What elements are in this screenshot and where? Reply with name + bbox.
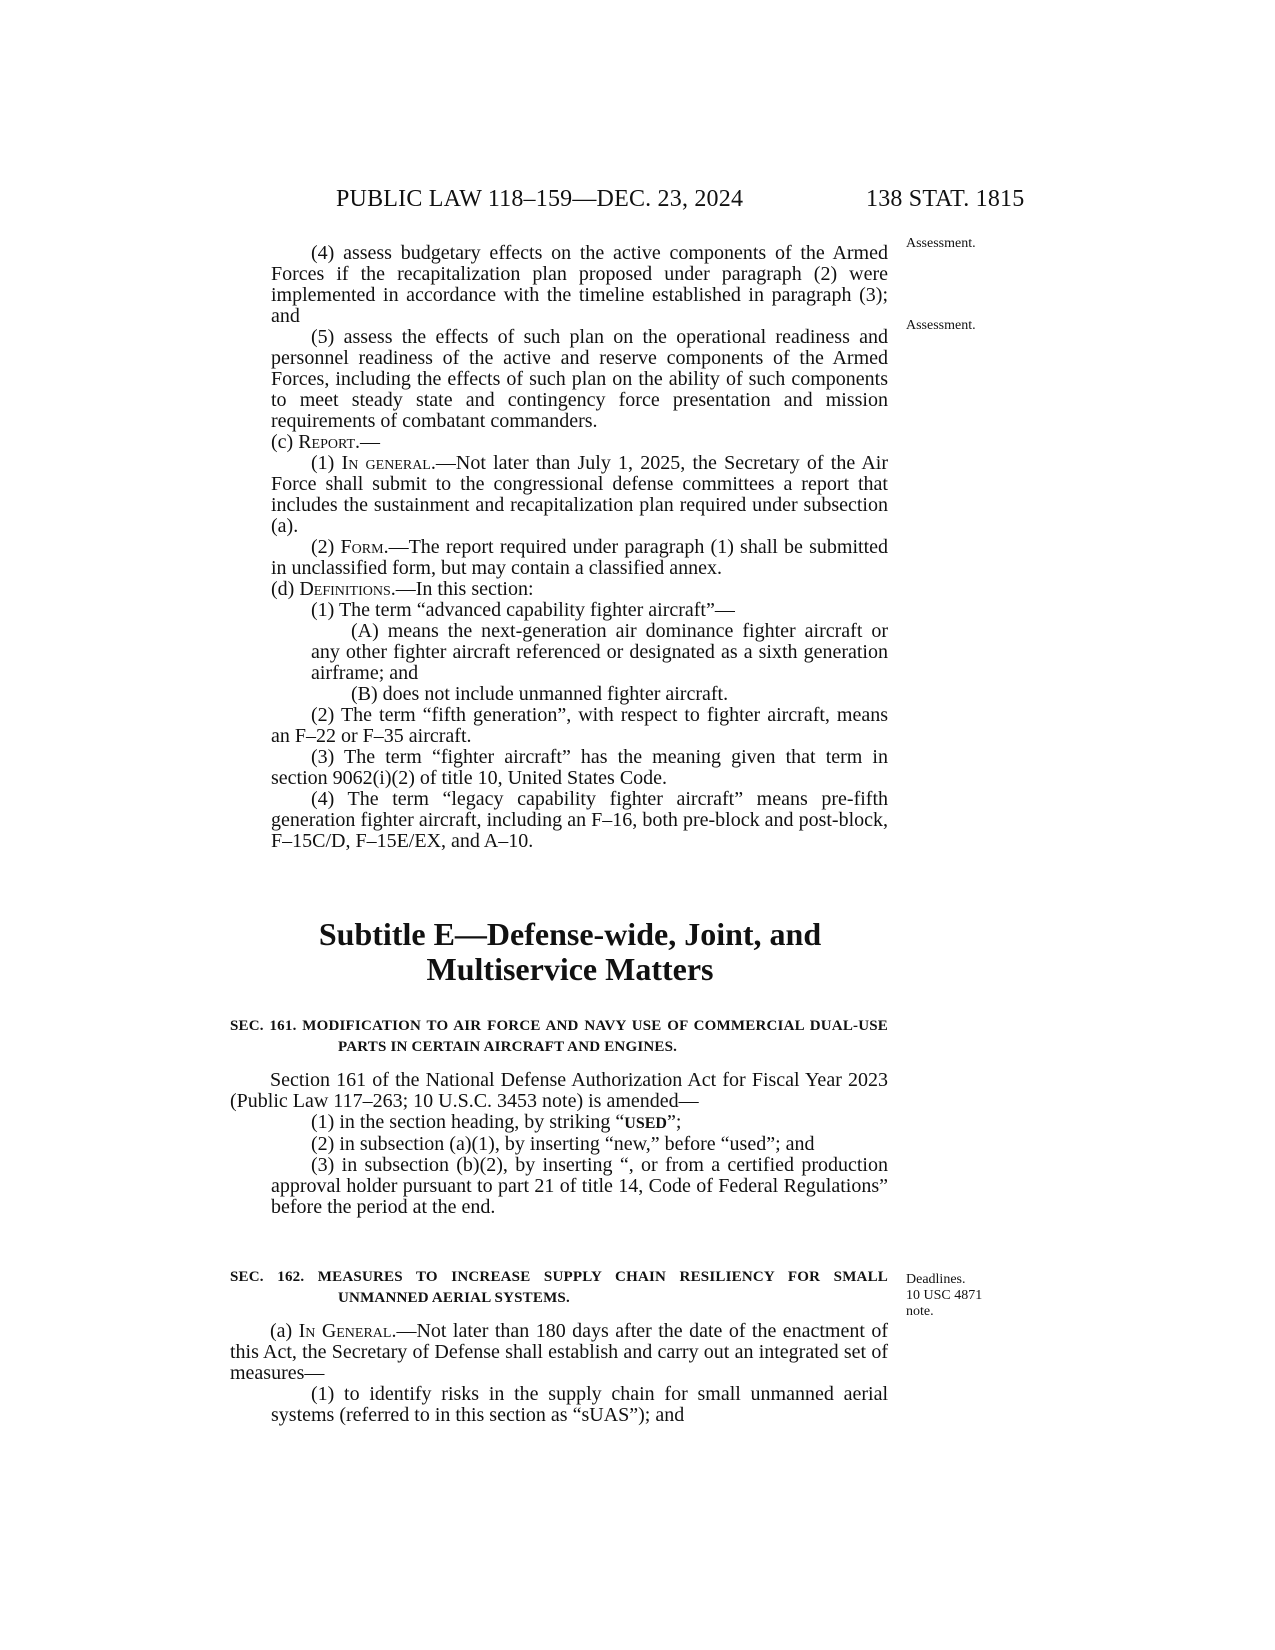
section-161-intro-text: Section 161 of the National Defense Authorization Act for Fiscal Year 2023 (Public Law 117–263; 10 U.S.C. 3453 note) is amended—	[230, 1069, 888, 1112]
paragraph-d1b: (B) does not include unmanned fighter aircraft.	[351, 683, 729, 705]
paragraph-d1a: (A) means the next-generation air dominance fighter aircraft or any other fighter aircraft referenced or designated as a sixth generation airframe; and	[311, 620, 888, 684]
margin-note-assessment: Assessment.	[906, 236, 976, 251]
amendment-1-post: ”;	[666, 1111, 682, 1133]
amendment-2-text: (2) in subsection (a)(1), by inserting “new,” before “used”; and	[311, 1133, 815, 1155]
amendment-3: (3) in subsection (b)(2), by inserting “, or from a certified production approval holder pursuant to part 21 of title 14, Code of Federal Regulations” before the period at the end.	[271, 1154, 888, 1218]
subsection-c-title: Report	[298, 431, 356, 453]
subsection-d-heading	[271, 579, 888, 600]
subsection-c-label: (c)	[271, 431, 299, 453]
subsection-162a-heading: In General	[298, 1320, 392, 1342]
margin-note-assessment: Assessment.	[906, 318, 976, 333]
paragraph-d1: (1) The term “advanced capability fighter aircraft”—	[311, 599, 735, 621]
paragraph-c2-heading: Form	[340, 536, 384, 558]
subsection-d-title: Definitions	[299, 578, 391, 600]
running-header-citation: PUBLIC LAW 118–159—DEC. 23, 2024	[336, 186, 744, 212]
paragraph-c2-text: .—The report required under paragraph (1) shall be submitted in unclassified form, but may contain a classified annex.	[271, 536, 888, 579]
amendment-1-pre: (1) in the section heading, by striking “	[311, 1111, 625, 1133]
subtitle-line-1: Subtitle E—Defense-wide, Joint, and	[318, 916, 822, 952]
section-161-amendments	[230, 1112, 888, 1218]
subsection-d-label: (d)	[271, 578, 300, 600]
paragraph-c1-text: .—Not later than July 1, 2025, the Secretary of the Air Force shall submit to the congressional defense committees a report that includes the sustainment and recapitalization plan required under subsection (a).	[271, 452, 888, 537]
margin-note-deadlines	[906, 1272, 1016, 1320]
subsection-162a-text: .—Not later than 180 days after the date of the enactment of this Act, the Secretary of Defense shall establish and carry out an integrated set of measures—	[230, 1320, 888, 1384]
paragraph-c1	[271, 453, 888, 537]
subtitle-heading	[230, 917, 910, 987]
amendment-1-struck-word: USED	[624, 1115, 667, 1132]
section-162	[230, 1267, 888, 1426]
paragraph-b5: (5) assess the effects of such plan on the operational readiness and personnel readiness of the active and reserve components of the Armed Forces, including the effects of such plan on the ability of such components to meet steady state and contingency force presentation and mission requirements of combatant commanders.	[271, 326, 888, 432]
page-statute-number: 138 STAT. 1815	[866, 186, 1025, 212]
section-162-heading: SEC. 162. MEASURES TO INCREASE SUPPLY CHAIN RESILIENCY FOR SMALL UNMANNED AERIAL SYSTEMS.	[230, 1269, 888, 1306]
section-161-heading: SEC. 161. MODIFICATION TO AIR FORCE AND NAVY USE OF COMMERCIAL DUAL-USE PARTS IN CERTAIN AIRCRAFT AND ENGINES.	[230, 1018, 888, 1055]
subsection-162a	[230, 1321, 888, 1384]
section-body-top	[271, 243, 888, 852]
amendment-1	[271, 1112, 888, 1134]
paragraph-d2: (2) The term “fifth generation”, with respect to fighter aircraft, means an F–22 or F–35 aircraft.	[271, 704, 888, 747]
paragraph-c1-heading: In general	[341, 452, 431, 474]
paragraph-c2-label: (2)	[311, 536, 341, 558]
paragraph-b4: (4) assess budgetary effects on the active components of the Armed Forces if the recapitalization plan proposed under paragraph (2) were implemented in accordance with the timeline established in paragraph (3); and	[271, 242, 888, 327]
subsection-162a-label: (a)	[270, 1320, 299, 1342]
paragraph-d3: (3) The term “fighter aircraft” has the meaning given that term in section 9062(i)(2) of title 10, United States Code.	[271, 746, 888, 789]
section-161	[230, 1016, 888, 1218]
margin-note-note: note.	[906, 1304, 934, 1319]
subtitle-line-2: Multiservice Matters	[426, 951, 714, 987]
section-161-intro	[230, 1070, 888, 1112]
margin-note-usc: 10 USC 4871	[906, 1288, 983, 1303]
subsection-c-suffix: .—	[355, 431, 381, 453]
paragraph-c2	[271, 537, 888, 579]
paragraph-c1-label: (1)	[311, 452, 342, 474]
paragraph-d4: (4) The term “legacy capability fighter aircraft” means pre-fifth generation fighter aircraft, including an F–16, both pre-block and post-block, F–15C/D, F–15E/EX, and A–10.	[271, 788, 888, 852]
subsection-d-suffix: .—In this section:	[390, 578, 534, 600]
subsection-c-heading	[271, 432, 888, 453]
paragraph-162a1: (1) to identify risks in the supply chain for small unmanned aerial systems (referred to in this section as “sUAS”); and	[271, 1383, 888, 1426]
amendment-2	[230, 1134, 888, 1155]
margin-note-deadlines-label: Deadlines.	[906, 1272, 966, 1287]
